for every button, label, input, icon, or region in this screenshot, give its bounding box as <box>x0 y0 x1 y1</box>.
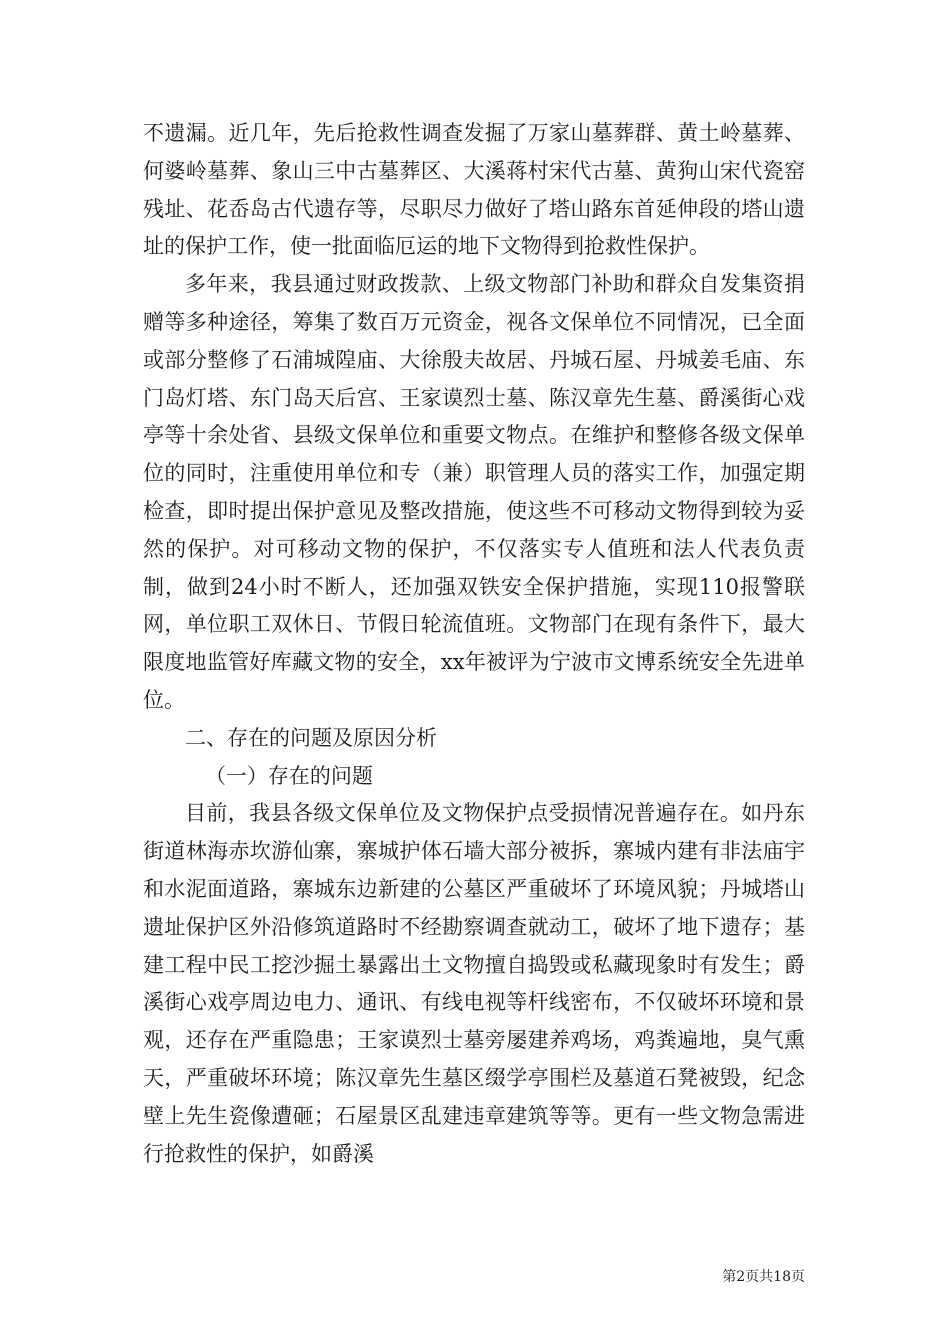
subsection-heading: （一）存在的问题 <box>204 763 373 788</box>
paragraph-problems: 目前，我县各级文保单位及文物保护点受损情况普遍存在。如丹东街道林海赤坎游仙寨，寨城护体石墙大部分被拆，寨城内建有非法庙宇和水泥面道路，寨城东边新建的公墓区严重破坏了环境风貌；丹城塔山遗址保护区外沿修筑道路时不经勘察调查就动工，破坏了地下遗存；基建工程中民工挖沙掘土暴露出土文物擅自捣毁或私藏现象时有发生；爵溪街心戏亭周边电力、通讯、有线电视等杆线密布，不仅破坏环境和景观，还存在严重隐患；王家谟烈士墓旁屡建养鸡场，鸡粪遍地，臭气熏天，严重破坏环境；陈汉章先生墓区缀学亭围栏及墓道石凳被毁，纪念壁上先生瓷像遭砸；石屋景区乱建违章建筑等等。更有一些文物急需进行抢救性的保护，如爵溪 <box>143 801 805 1166</box>
body-text <box>143 115 805 1173</box>
page-number-footer: 第2页共18页 <box>722 1269 805 1285</box>
section-heading: 二、存在的问题及原因分析 <box>185 725 437 750</box>
paragraph-continuation: 不遗漏。近几年，先后抢救性调查发掘了万家山墓葬群、黄土岭墓葬、何婆岭墓葬、象山三中古墓葬区、大溪蒋村宋代古墓、黄狗山宋代瓷窑残址、花岙岛古代遗存等，尽职尽力做好了塔山路东首延伸段的塔山遗址的保护工作，使一批面临厄运的地下文物得到抢救性保护。 <box>143 121 805 259</box>
paragraph-funding: 多年来，我县通过财政拨款、上级文物部门补助和群众自发集资捐赠等多种途径，筹集了数百万元资金，视各文保单位不同情况，已全面或部分整修了石浦城隍庙、大徐殷夫故居、丹城石屋、丹城姜毛庙、东门岛灯塔、东门岛天后宫、王家谟烈士墓、陈汉章先生墓、爵溪街心戏亭等十余处省、县级文保单位和重要文物点。在维护和整修各级文保单位的同时，注重使用单位和专（兼）职管理人员的落实工作，加强定期检查，即时提出保护意见及整改措施，使这些不可移动文物得到较为妥然的保护。对可移动文物的保护，不仅落实专人值班和法人代表负责制，做到24小时不断人，还加强双铁安全保护措施，实现110报警联网，单位职工双休日、节假日轮流值班。文物部门在现有条件下，最大限度地监管好库藏文物的安全，xx年被评为宁波市文博系统安全先进单位。 <box>143 272 805 712</box>
